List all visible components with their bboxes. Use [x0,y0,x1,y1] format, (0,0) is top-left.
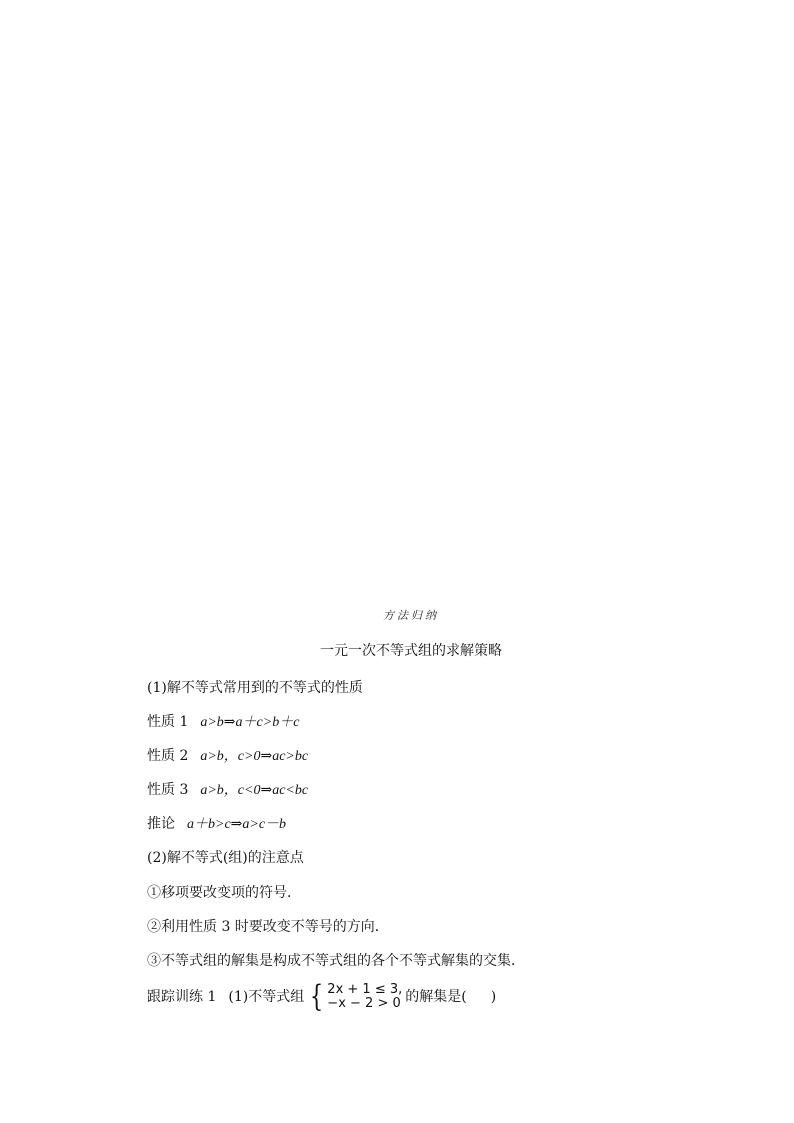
property-2 [147,745,308,765]
exercise-line [147,979,497,1014]
section-tag: 方法归纳 [383,609,439,622]
property-expression: a>b，c<0⇒ac<bc [200,783,309,798]
part1-title: (1)解不等式常用到的不等式的性质 [147,680,363,696]
brace-glyph: { [310,979,324,1014]
exercise-label: 跟踪训练 1 [147,989,217,1005]
property-3 [147,779,308,799]
exercise-suffix: 的解集是( [405,989,467,1005]
property-label: 性质 3 [147,782,189,798]
system-line-2: −x − 2 > 0 [327,996,401,1011]
property-expression: a>b，c>0⇒ac>bc [200,749,309,764]
exercise-prefix: (1)不等式组 [228,989,305,1005]
property-label: 性质 1 [147,714,189,730]
property-expression: a>b⇒a＋c>b＋c [200,715,300,730]
part2-title: (2)解不等式(组)的注意点 [147,850,304,866]
corollary [147,813,286,833]
section-heading: 一元一次不等式组的求解策略 [320,643,502,659]
note-1: ①移项要改变项的符号． [147,885,301,901]
corollary-label: 推论 [147,816,175,832]
note-2: ②利用性质 3 时要改变不等号的方向． [147,919,389,935]
property-label: 性质 2 [147,748,189,764]
note-3: ③不等式组的解集是构成不等式组的各个不等式解集的交集． [147,953,525,969]
corollary-expression: a＋b>c⇒a>c－b [187,817,287,832]
exercise-close: ) [490,989,497,1005]
property-1 [147,711,299,731]
inequality-system [307,979,403,1014]
system-line-1: 2x + 1 ≤ 3, [327,982,403,997]
